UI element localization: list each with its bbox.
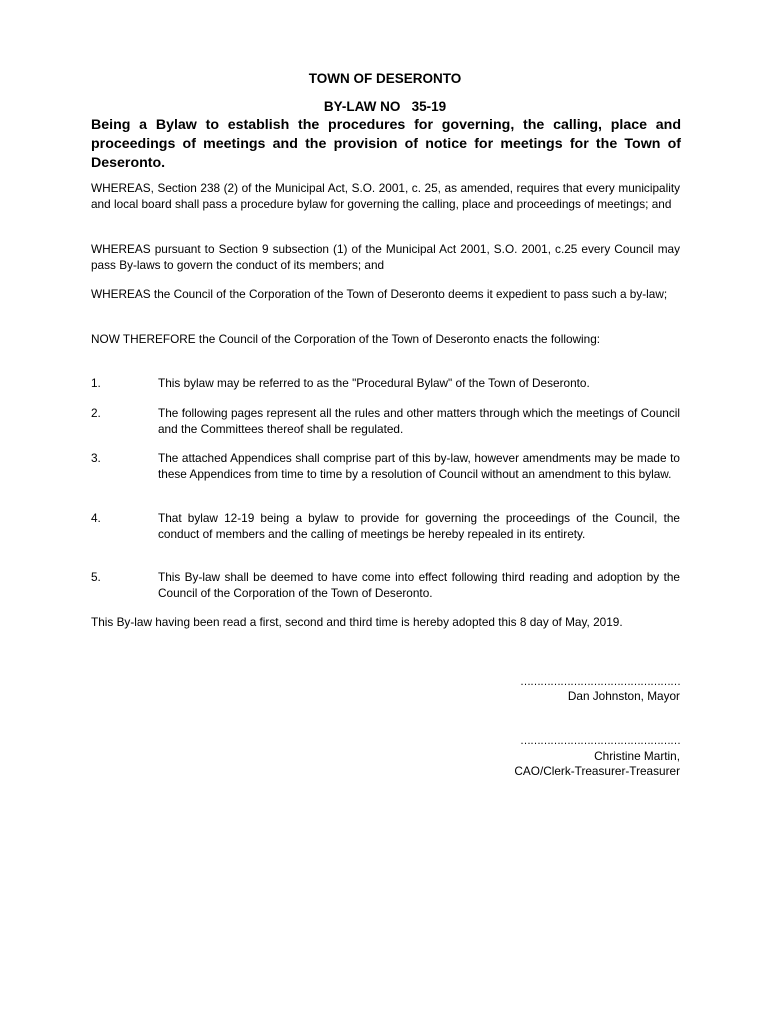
item-text: This bylaw may be referred to as the "Procedural Bylaw" of the Town of Deseronto. bbox=[158, 376, 590, 390]
clerk-signature-line: ………………………………………… bbox=[520, 735, 680, 747]
whereas-clause-1: WHEREAS, Section 238 (2) of the Municipal Act, S.O. 2001, c. 25, as amended, requires that every municipality and local board shall pass a procedure bylaw for governing the calling, place and proceedings of meetings; and bbox=[91, 181, 680, 211]
bylaw-number: BY-LAW NO 35-19 bbox=[323, 99, 447, 114]
item-number: 3. bbox=[91, 451, 101, 465]
mayor-name: Dan Johnston, Mayor bbox=[567, 689, 680, 703]
item-text: This By-law shall be deemed to have come into effect following third reading and adoption by the Council of the Corporation of the Town of Deseronto. bbox=[158, 570, 680, 600]
bylaw-item-3 bbox=[91, 451, 680, 482]
item-number: 2. bbox=[91, 406, 101, 420]
item-number: 1. bbox=[91, 376, 101, 390]
adoption-statement: This By-law having been read a first, second and third time is hereby adopted this 8 day of May, 2019. bbox=[91, 615, 623, 629]
item-text: The attached Appendices shall comprise part of this by-law, however amendments may be made to these Appendices from time to time by a resolution of Council without an amendment to this bylaw. bbox=[158, 451, 680, 481]
item-text: That bylaw 12-19 being a bylaw to provide for governing the proceedings of the Council, the conduct of members and the calling of meetings be hereby repealed in its entirety. bbox=[158, 511, 680, 541]
mayor-signature-line: ………………………………………… bbox=[520, 676, 680, 688]
now-therefore-clause: NOW THEREFORE the Council of the Corporation of the Town of Deseronto enacts the following: bbox=[91, 332, 601, 346]
whereas-clause-3: WHEREAS the Council of the Corporation of the Town of Deseronto deems it expedient to pass such a by-law; bbox=[91, 287, 668, 301]
item-number: 5. bbox=[91, 570, 101, 584]
clerk-name: Christine Martin, bbox=[594, 749, 680, 763]
bylaw-item-1 bbox=[91, 376, 680, 392]
item-text: The following pages represent all the rules and other matters through which the meetings of Council and the Committees thereof shall be regulated. bbox=[158, 406, 680, 436]
bylaw-item-2 bbox=[91, 406, 680, 437]
whereas-clause-2: WHEREAS pursuant to Section 9 subsection (1) of the Municipal Act 2001, S.O. 2001, c.25 every Council may pass By-laws to govern the conduct of its members; and bbox=[91, 242, 680, 272]
item-number: 4. bbox=[91, 511, 101, 525]
town-title: TOWN OF DESERONTO bbox=[308, 71, 462, 86]
bylaw-heading: Being a Bylaw to establish the procedures for governing, the calling, place and proceedings of meetings and the provision of notice for meetings for the Town of Deseronto. bbox=[91, 117, 681, 171]
bylaw-item-4 bbox=[91, 511, 680, 542]
clerk-title: CAO/Clerk-Treasurer-Treasurer bbox=[514, 764, 680, 778]
bylaw-item-5 bbox=[91, 570, 680, 601]
